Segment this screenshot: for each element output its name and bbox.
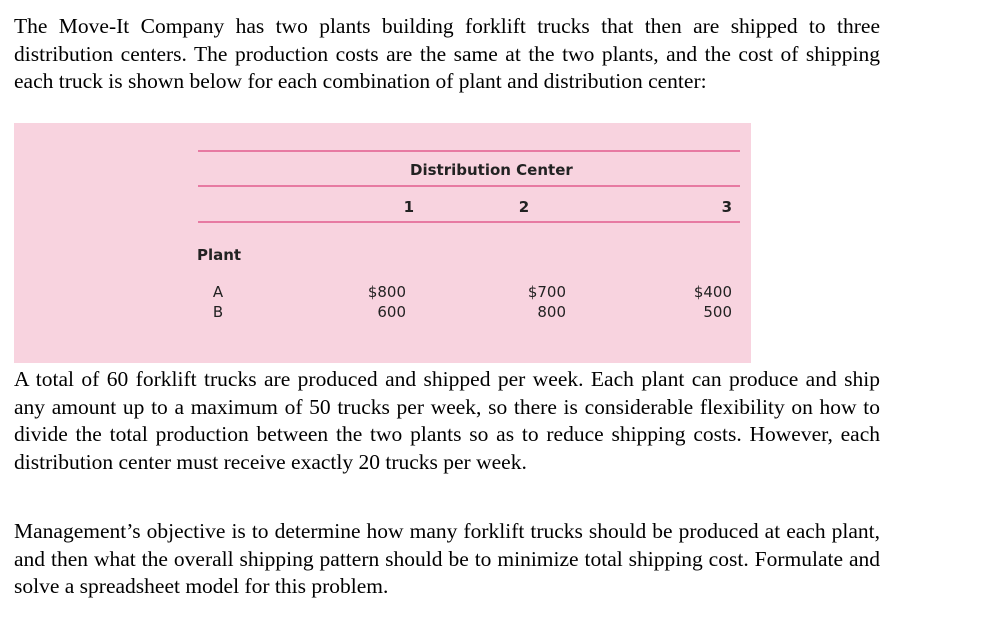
cost-b-2: 800 bbox=[537, 303, 566, 321]
intro-paragraph: The Move-It Company has two plants building forklift trucks that then are shipped to three distribution centers. The production costs are the same at the two plants, and the cost of shipping each truck is shown below for each combination of plant and distribution center: bbox=[14, 14, 880, 93]
table-header-rule bbox=[198, 185, 740, 187]
cost-a-3: $400 bbox=[693, 283, 732, 301]
row-label-a: A bbox=[212, 283, 224, 301]
column-header-3: 3 bbox=[721, 198, 732, 216]
cost-a-1: $800 bbox=[367, 283, 406, 301]
plant-label: Plant bbox=[197, 246, 242, 264]
cost-b-3: 500 bbox=[703, 303, 732, 321]
column-header-2: 2 bbox=[518, 198, 530, 216]
row-label-b: B bbox=[212, 303, 224, 321]
table-top-rule bbox=[198, 150, 740, 152]
table-column-rule bbox=[198, 221, 740, 223]
cost-b-1: 600 bbox=[377, 303, 406, 321]
middle-paragraph: A total of 60 forklift trucks are produced and shipped per week. Each plant can produce and ship any amount up to a maximum of 50 trucks per week, so there is considerable flexibility on how to divide the total production between the two plants so as to reduce shipping costs. However, each distribution center must receive exactly 20 trucks per week. bbox=[14, 367, 880, 474]
cost-a-2: $700 bbox=[527, 283, 566, 301]
column-header-1: 1 bbox=[403, 198, 414, 216]
final-paragraph: Management’s objective is to determine how many forklift trucks should be produced at each plant, and then what the overall shipping pattern should be to minimize total shipping cost. Formulate and solve a spreadsheet model for this problem. bbox=[14, 519, 880, 598]
distribution-center-header: Distribution Center bbox=[410, 161, 573, 179]
shipping-cost-table bbox=[14, 123, 751, 363]
